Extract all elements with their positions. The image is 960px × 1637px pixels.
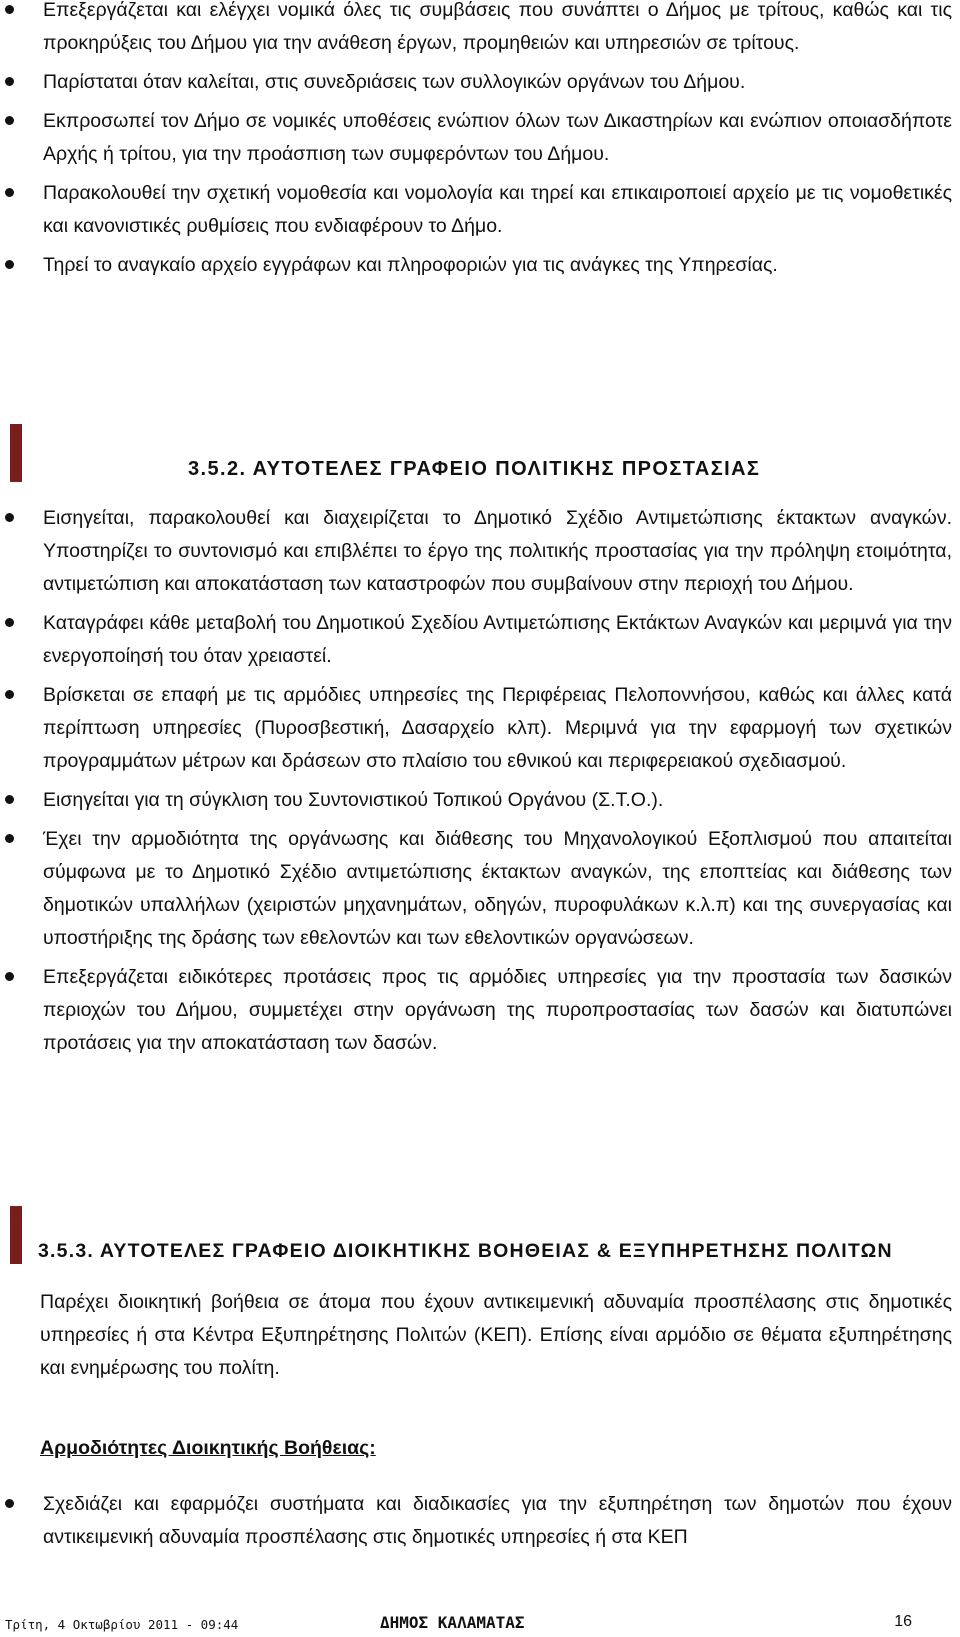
section-353-intro: Παρέχει διοικητική βοήθεια σε άτομα που έχουν αντικειμενική αδυναμία προσπέλασης στις δημοτικές υπηρεσίες ή στα Κέντρα Εξυπηρέτησης Πολιτών (ΚΕΠ). Επίσης είναι αρμόδιο σε θέματα εξυπηρέτησης και ενημέρωσης του πολίτη. (40, 1291, 952, 1379)
bullet-icon (5, 834, 14, 843)
bullet-icon (5, 260, 14, 269)
list-item: Εισηγείται, παρακολουθεί και διαχειρίζεται το Δημοτικό Σχέδιο Αντιμετώπισης έκτακτων αναγκών. Υποστηρίζει το συντονισμό και επιβλέπει το έργο της πολιτικής προστασίας για την πρόληψη ετοιμότητα, αντιμετώπιση και αποκατάσταση των καταστροφών που συμβαίνουν στην περιοχή του Δήμου. (0, 502, 960, 601)
section-title: 3.5.3. ΑΥΤΟΤΕΛΕΣ ΓΡΑΦΕΙΟ ΔΙΟΙΚΗΤΙΚΗΣ ΒΟΗΘΕΙΑΣ & ΕΞΥΠΗΡΕΤΗΣΗΣ ΠΟΛΙΤΩΝ (38, 1240, 893, 1262)
list-item: Εισηγείται για τη σύγκλιση του Συντονιστικού Τοπικού Οργάνου (Σ.Τ.Ο.). (0, 784, 960, 817)
section-353-subheading: Αρμοδιότητες Διοικητικής Βοήθειας: (40, 1437, 376, 1459)
section-353-bullet-list (0, 1488, 960, 1554)
list-item: Επεξεργάζεται ειδικότερες προτάσεις προς τις αρμόδιες υπηρεσίες για την προστασία των δασικών περιοχών του Δήμου, συμμετέχει στην οργάνωση της πυροπροστασίας των δασών και διατυπώνει προτάσεις για την αποκατάσταση των δασών. (0, 961, 960, 1060)
bullet-icon (5, 188, 14, 197)
page-number: 16 (894, 1613, 912, 1630)
bullet-icon (5, 5, 14, 14)
bullet-icon (5, 116, 14, 125)
bullet-icon (5, 77, 14, 86)
bullet-icon (5, 972, 14, 981)
bullet-icon (5, 1499, 14, 1508)
section-heading-353 (10, 1206, 960, 1264)
section-352-bullet-list (0, 502, 960, 1060)
section-bar (10, 1206, 22, 1264)
section-title: 3.5.2. ΑΥΤΟΤΕΛΕΣ ΓΡΑΦΕΙΟ ΠΟΛΙΤΙΚΗΣ ΠΡΟΣΤΑΣΙΑΣ (188, 458, 761, 480)
list-item: Βρίσκεται σε επαφή με τις αρμόδιες υπηρεσίες της Περιφέρειας Πελοποννήσου, καθώς και άλλες κατά περίπτωση υπηρεσίες (Πυροσβεστική, Δασαρχείο κλπ). Μεριμνά για την εφαρμογή των σχετικών προγραμμάτων μέτρων και δράσεων στο πλαίσιο του εθνικού και περιφερειακού σχεδιασμού. (0, 679, 960, 778)
top-bullet-list (0, 0, 960, 282)
list-item: Παρακολουθεί την σχετική νομοθεσία και νομολογία και τηρεί και επικαιροποιεί αρχείο με τις νομοθετικές και κανονιστικές ρυθμίσεις που ενδιαφέρουν το Δήμο. (0, 177, 960, 243)
bullet-icon (5, 795, 14, 804)
footer-municipality: ΔΗΜΟΣ ΚΑΛΑΜΑΤΑΣ (380, 1613, 525, 1632)
list-item: Παρίσταται όταν καλείται, στις συνεδριάσεις των συλλογικών οργάνων του Δήμου. (0, 66, 960, 99)
list-item: Εκπροσωπεί τον Δήμο σε νομικές υποθέσεις ενώπιον όλων των Δικαστηρίων και ενώπιον οποιασδήποτε Αρχής ή τρίτου, για την προάσπιση των συμφερόντων του Δήμου. (0, 105, 960, 171)
list-item: Σχεδιάζει και εφαρμόζει συστήματα και διαδικασίες για την εξυπηρέτηση των δημοτών που έχουν αντικειμενική αδυναμία προσπέλασης στις δημοτικές υπηρεσίες ή στα ΚΕΠ (0, 1488, 960, 1554)
list-item: Τηρεί το αναγκαίο αρχείο εγγράφων και πληροφοριών για τις ανάγκες της Υπηρεσίας. (0, 249, 960, 282)
list-item: Επεξεργάζεται και ελέγχει νομικά όλες τις συμβάσεις που συνάπτει ο Δήμος με τρίτους, καθώς και τις προκηρύξεις του Δήμου για την ανάθεση έργων, προμηθειών και υπηρεσιών σε τρίτους. (0, 0, 960, 60)
section-bar (10, 424, 22, 482)
list-item: Καταγράφει κάθε μεταβολή του Δημοτικού Σχεδίου Αντιμετώπισης Εκτάκτων Αναγκών και μεριμνά για την ενεργοποίησή του όταν χρειαστεί. (0, 607, 960, 673)
bullet-icon (5, 513, 14, 522)
page-footer (0, 1609, 960, 1637)
section-heading-352 (10, 424, 960, 482)
bullet-icon (5, 618, 14, 627)
footer-date: Τρίτη, 4 Οκτωβρίου 2011 - 09:44 (5, 1617, 239, 1632)
bullet-icon (5, 690, 14, 699)
list-item: Έχει την αρμοδιότητα της οργάνωσης και διάθεσης του Μηχανολογικού Εξοπλισμού που απαιτείται σύμφωνα με το Δημοτικό Σχέδιο αντιμετώπισης έκτακτων αναγκών, της εποπτείας και διάθεσης των δημοτικών υπαλλήλων (χειριστών μηχανημάτων, οδηγών, πυροφυλάκων κ.λ.π) και της συνεργασίας και υποστήριξης της δράσης των εθελοντών και των εθελοντικών οργανώσεων. (0, 823, 960, 955)
